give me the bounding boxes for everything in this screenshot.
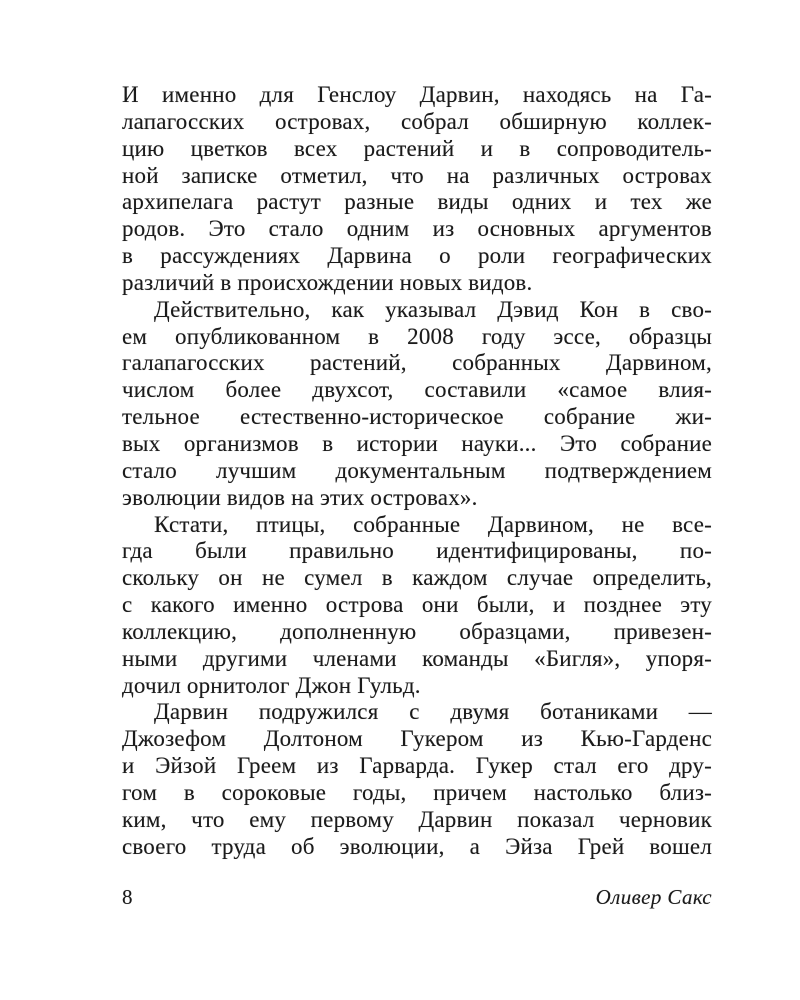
- text-line: Действительно, как указывал Дэвид Кон в сво-: [154, 296, 712, 322]
- text-line: ной записке отметил, что на различных островах: [122, 162, 712, 188]
- text-line: числом более двухсот, составили «самое влия-: [122, 377, 712, 403]
- text-line: и Эйзой Греем из Гарварда. Гукер стал его дру-: [122, 753, 712, 779]
- author-name: Оливер Сакс: [595, 885, 712, 909]
- text-line: дочил орнитолог Джон Гульд.: [122, 672, 421, 698]
- text-line: в рассуждениях Дарвина о роли географических: [122, 243, 712, 269]
- text-line: вых организмов в истории науки... Это собрание: [122, 430, 712, 456]
- text-line: своего труда об эволюции, а Эйза Грей вошел: [122, 833, 712, 859]
- page-number: 8: [122, 885, 133, 909]
- text-line: коллекцию, дополненную образцами, привезен-: [122, 618, 712, 644]
- text-line: гом в сороковые годы, причем настолько близ-: [122, 779, 712, 805]
- text-line: гда были правильно идентифицированы, по-: [122, 538, 712, 564]
- text-line: с какого именно острова они были, и позднее эту: [122, 592, 712, 618]
- text-line: различий в происхождении новых видов.: [122, 269, 533, 295]
- text-line: лапагосских островах, собрал обширную коллек-: [122, 108, 712, 134]
- paragraph: [122, 82, 712, 297]
- text-line: И именно для Генслоу Дарвин, находясь на Га-: [122, 82, 712, 107]
- paragraph: [122, 512, 712, 700]
- text-line: Кстати, птицы, собранные Дарвином, не все-: [154, 511, 712, 537]
- page-footer: [122, 884, 712, 910]
- text-line: ким, что ему первому Дарвин показал черновик: [122, 806, 712, 832]
- text-line: ными другими членами команды «Бигля», упоря-: [122, 645, 712, 671]
- paragraph: [122, 297, 712, 512]
- text-line: тельное естественно-историческое собрание жи-: [122, 404, 712, 430]
- text-line: ем опубликованном в 2008 году эссе, образцы: [122, 323, 712, 349]
- text-line: архипелага растут разные виды одних и тех же: [122, 189, 712, 215]
- text-line: стало лучшим документальным подтверждением: [122, 457, 712, 483]
- page-text-block: [122, 82, 712, 860]
- text-line: родов. Это стало одним из основных аргументов: [122, 216, 712, 242]
- text-line: Джозефом Долтоном Гукером из Кью-Гарденс: [122, 726, 712, 752]
- text-line: скольку он не сумел в каждом случае определить,: [122, 565, 712, 591]
- paragraph: [122, 699, 712, 860]
- text-line: цию цветков всех растений и в сопроводитель-: [122, 135, 712, 161]
- text-line: эволюции видов на этих островах».: [122, 484, 478, 510]
- text-line: Дарвин подружился с двумя ботаниками —: [154, 699, 712, 725]
- text-line: галапагосских растений, собранных Дарвином,: [122, 350, 712, 376]
